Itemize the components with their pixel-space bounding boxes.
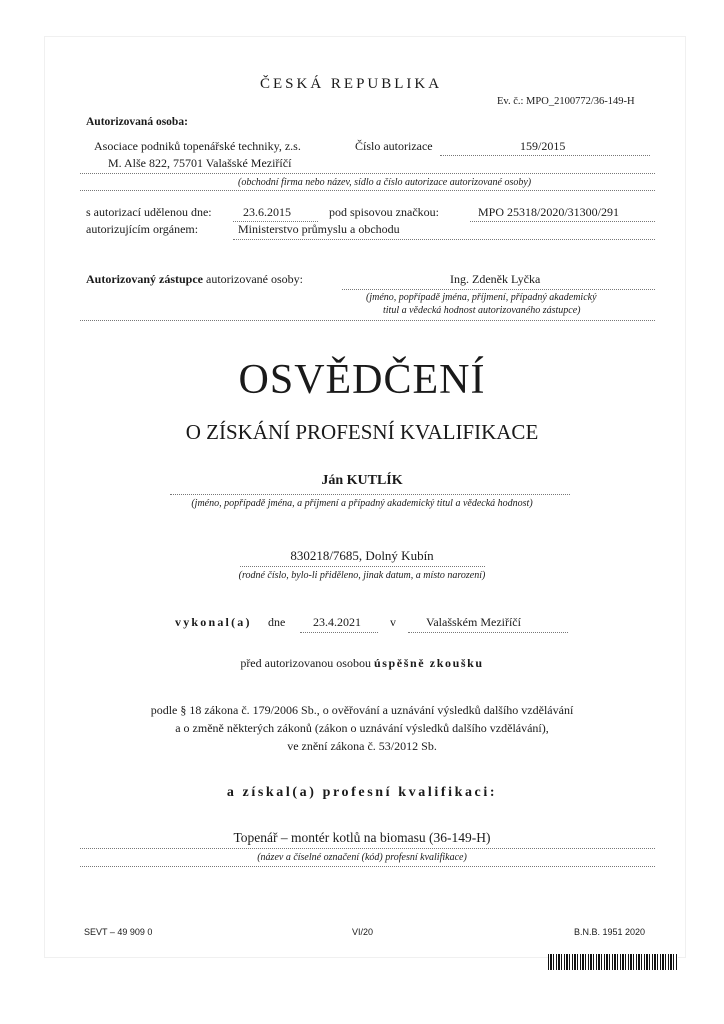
representative-line — [342, 289, 655, 290]
authority-line — [233, 239, 655, 240]
authority: Ministerstvo průmyslu a obchodu — [238, 222, 400, 236]
granted-label: s autorizací udělenou dne: — [86, 205, 212, 219]
holder-name: Ján KUTLÍK — [321, 473, 403, 488]
before-text: před autorizovanou osobou — [240, 656, 371, 670]
exam-date: 23.4.2021 — [313, 615, 361, 629]
qualification-caption-line — [80, 866, 655, 867]
exam-place: Valašském Meziříčí — [426, 615, 521, 629]
authorized-person-name: Asociace podniků topenářské techniky, z.s. — [94, 139, 301, 153]
file-number: MPO 25318/2020/31300/291 — [478, 205, 620, 219]
authority-label: autorizujícím orgánem: — [86, 222, 199, 236]
representative-caption-2: titul a vědecká hodnost autorizovaného zástupce) — [383, 305, 581, 316]
authorized-person-address: M. Alše 822, 75701 Valašské Meziříčí — [108, 156, 292, 170]
barcode — [548, 954, 678, 970]
page-frame — [44, 36, 686, 958]
exam-place-line — [408, 632, 568, 633]
holder-caption: (jméno, popřípadě jména, a příjmení a případný akademický titul a vědecká hodnost) — [191, 498, 533, 509]
address-line — [80, 173, 655, 174]
representative-label-rest: autorizované osoby: — [206, 272, 303, 286]
evidence-number: Ev. č.: MPO_2100772/36-149-H — [497, 96, 635, 107]
file-number-line — [470, 221, 655, 222]
authorization-number-line — [440, 155, 650, 156]
certificate-subtitle: O ZÍSKÁNÍ PROFESNÍ KVALIFIKACE — [185, 420, 539, 444]
qualification-name: Topenář – montér kotlů na biomasu (36-149-H) — [233, 830, 491, 845]
exam-result: úspěšně zkoušku — [373, 656, 484, 670]
granted-date: 23.6.2015 — [243, 205, 291, 219]
birth-info-line — [240, 566, 485, 567]
representative-caption-1: (jméno, popřípadě jména, příjmení, případný akademický — [366, 292, 597, 303]
representative-label — [86, 272, 303, 287]
place-label: v — [390, 615, 396, 629]
footer-right: B.N.B. 1951 2020 — [574, 927, 646, 937]
performed-label: vykonal(a) — [175, 615, 252, 629]
footer-center: VI/20 — [352, 927, 374, 937]
caption-line — [80, 190, 655, 191]
authorized-person-label: Autorizovaná osoba: — [86, 116, 188, 128]
footer-left: SEVT – 49 909 0 — [84, 927, 153, 937]
law-text-line-2: a o změně některých zákonů (zákon o uznávání výsledků dalšího vzdělávání), — [175, 721, 549, 735]
holder-name-line — [170, 494, 570, 495]
representative-name: Ing. Zdeněk Lyčka — [450, 272, 541, 286]
authorization-number: 159/2015 — [520, 139, 566, 153]
birth-caption: (rodné číslo, bylo-li přiděleno, jinak datum, a místo narození) — [238, 570, 486, 581]
acquired-text: a získal(a) profesní kvalifikaci: — [226, 785, 498, 800]
exam-date-line — [300, 632, 378, 633]
birth-info: 830218/7685, Dolný Kubín — [290, 548, 434, 563]
law-text-line-1: podle § 18 zákona č. 179/2006 Sb., o ověřování a uznávání výsledků dalšího vzdělávání — [150, 703, 574, 717]
law-text-line-3: ve znění zákona č. 53/2012 Sb. — [287, 739, 437, 753]
certificate-title: OSVĚDČENÍ — [238, 357, 486, 403]
qualification-line — [80, 848, 655, 849]
exam-result-line — [0, 656, 724, 671]
file-label: pod spisovou značkou: — [329, 205, 439, 219]
representative-caption-line — [80, 320, 655, 321]
authorized-person-caption: (obchodní firma nebo název, sídlo a číslo autorizace autorizované osoby) — [238, 177, 532, 188]
country-heading: ČESKÁ REPUBLIKA — [260, 76, 443, 92]
date-label: dne — [268, 615, 286, 629]
qualification-caption: (název a číselné označení (kód) profesní kvalifikace) — [257, 852, 467, 863]
authorization-number-label: Číslo autorizace — [355, 139, 433, 153]
representative-label-bold: Autorizovaný zástupce — [86, 272, 203, 286]
